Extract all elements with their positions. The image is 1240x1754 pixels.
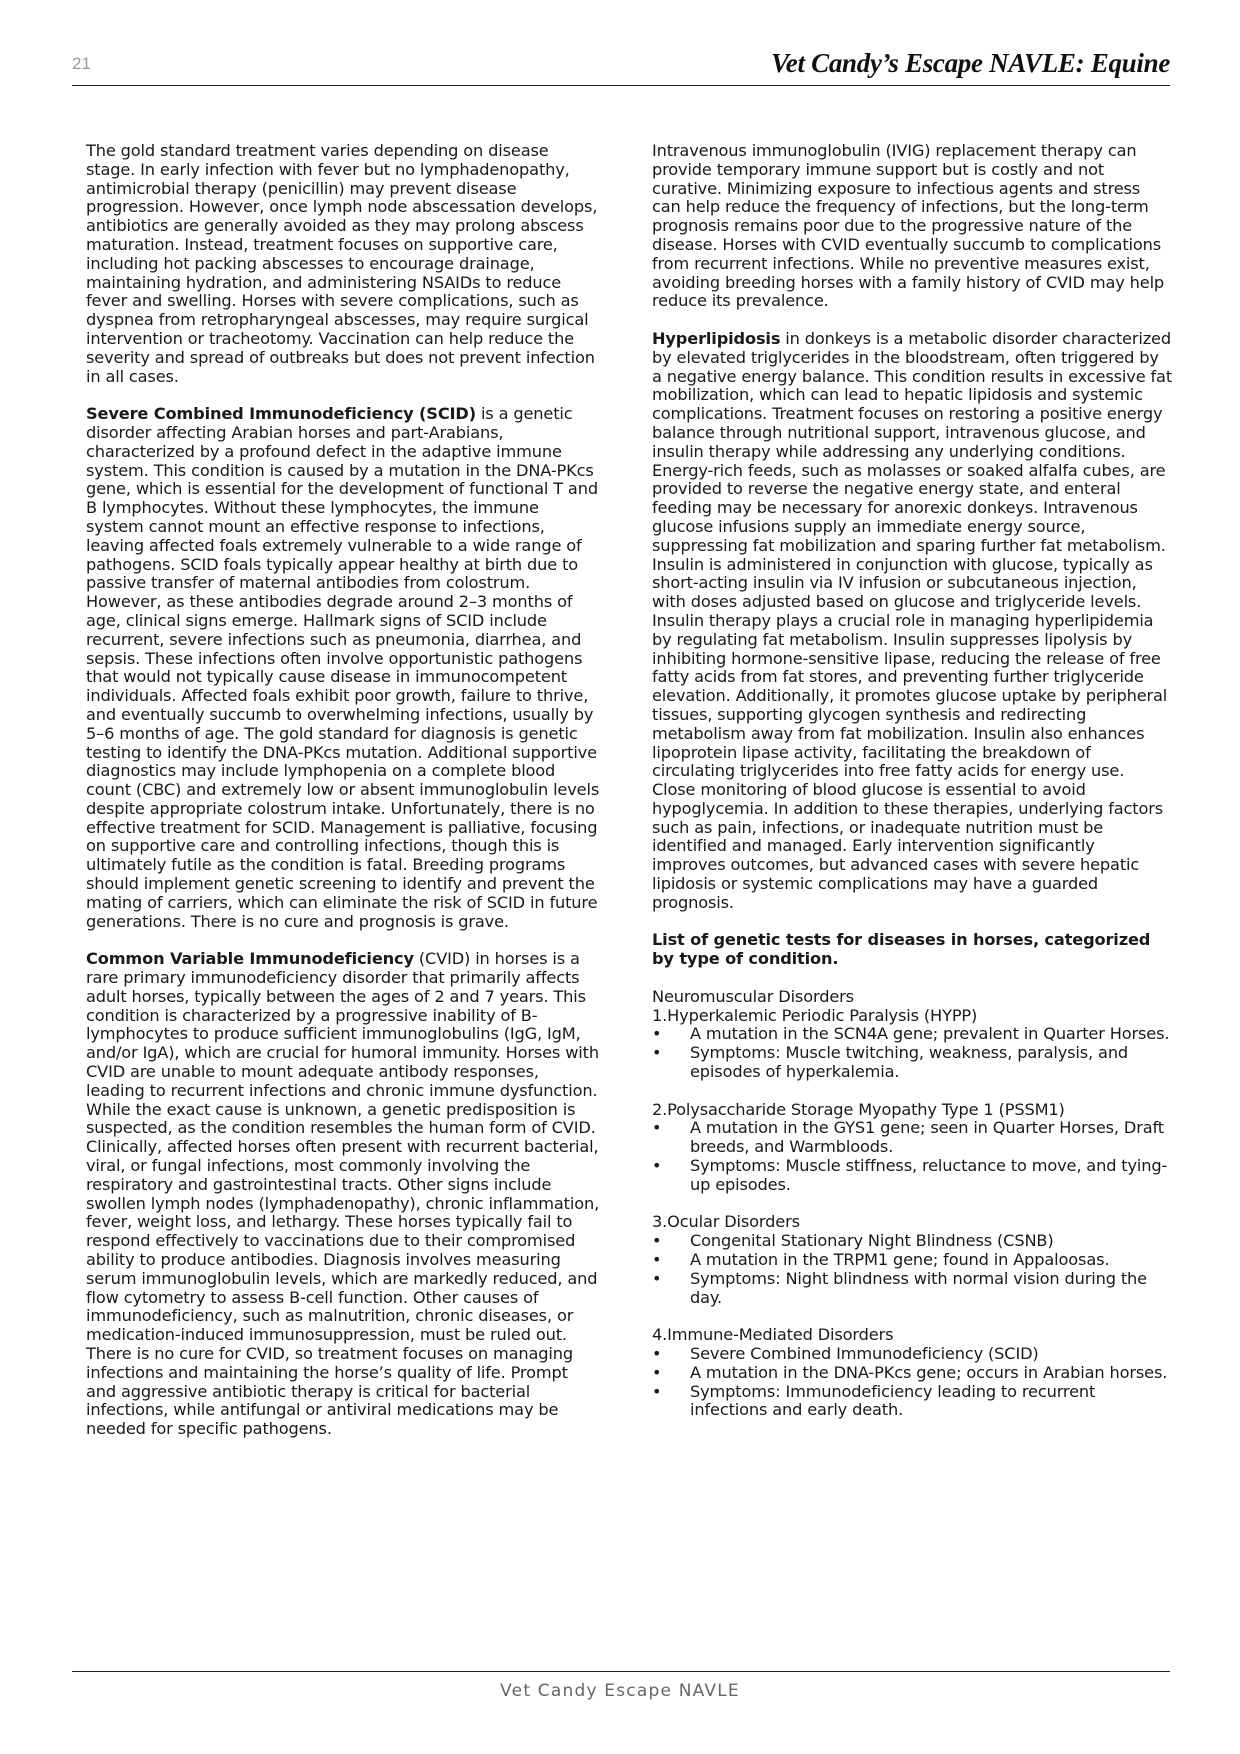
list-item: [652, 1232, 1172, 1251]
right-column: [652, 142, 1172, 1439]
footer-rule: [72, 1671, 1170, 1672]
list-item: [652, 1270, 1172, 1308]
list-item: [652, 1345, 1172, 1364]
bullet-icon: •: [652, 1268, 662, 1288]
list-item-text: Symptoms: Night blindness with normal vision during the day.: [690, 1268, 1147, 1307]
genetic-tests-list: [652, 988, 1172, 1420]
list-item-text: A mutation in the SCN4A gene; prevalent in Quarter Horses.: [690, 1024, 1170, 1044]
cvid-continued-paragraph: Intravenous immunoglobulin (IVIG) replacement therapy can provide temporary immune support but is costly and not curative. Minimizing exposure to infectious agents and stress can help reduce the frequency of infections, but the long-term prognosis remains poor due to the progressive nature of the disease. Horses with CVID eventually succumb to complications from recurrent infections. While no preventive measures exist, avoiding breeding horses with a family history of CVID may help reduce its prevalence.: [652, 141, 1165, 311]
footer-text: Vet Candy Escape NAVLE: [500, 1681, 740, 1701]
list-item: [652, 1383, 1172, 1421]
bullet-icon: •: [652, 1381, 662, 1401]
genetic-test-group: [652, 1007, 1172, 1082]
list-item-text: Congenital Stationary Night Blindness (CSNB): [690, 1231, 1054, 1251]
bullet-icon: •: [652, 1250, 662, 1270]
genetic-test-bullets: [652, 1119, 1172, 1194]
genetic-test-bullets: [652, 1345, 1172, 1420]
cvid-term: Common Variable Immunodeficiency: [86, 949, 414, 969]
list-item: [652, 1364, 1172, 1383]
hyperlipidosis-paragraph: [652, 330, 1172, 913]
list-item-text: Severe Combined Immunodeficiency (SCID): [690, 1344, 1039, 1363]
bullet-icon: •: [652, 1231, 662, 1251]
scid-text: is a genetic disorder affecting Arabian horses and part-Arabians, characterized by a profound defect in the adaptive immune system. This condition is caused by a mutation in the DNA-PKcs gene, which is essential for the development of functional T and B lymphocytes. Without these lymphocytes, the immune system cannot mount an effective response to infections, leaving affected foals extremely vulnerable to a wide range of pathogens. SCID foals typically appear healthy at birth due to passive transfer of maternal antibodies from colostrum. However, as these antibodies degrade around 2–3 months of age, clinical signs emerge. Hallmark signs of SCID include recurrent, severe infections such as pneumonia, diarrhea, and sepsis. These infections often involve opportunistic pathogens that would not typically cause disease in immunocompetent individuals. Affected foals exhibit poor growth, failure to thrive, and eventually succumb to overwhelming infections, usually by 5–6 months of age. The gold standard for diagnosis is genetic testing to identify the DNA-PKcs mutation. Additional supportive diagnostics may include lymphopenia on a complete blood count (CBC) and extremely low or absent immunoglobulin levels despite appropriate colostrum intake. Unfortunately, there is no effective treatment for SCID. Management is palliative, focusing on supportive care and controlling infections, though this is ultimately futile as the condition is fatal. Breeding programs should implement genetic screening to identify and prevent the mating of carriers, which can eliminate the risk of SCID in future generations. There is no cure and prognosis is grave.: [86, 404, 600, 931]
list-item-text: Symptoms: Muscle twitching, weakness, paralysis, and episodes of hyperkalemia.: [690, 1043, 1129, 1082]
list-item: [652, 1157, 1172, 1195]
list-item: [652, 1119, 1172, 1157]
bullet-icon: •: [652, 1156, 662, 1176]
genetic-test-group-label: 3.Ocular Disorders: [652, 1212, 800, 1232]
list-item: [652, 1025, 1172, 1044]
scid-paragraph: [86, 405, 600, 931]
cvid-paragraph: [86, 950, 600, 1345]
genetic-test-group: [652, 1101, 1172, 1195]
list-item-text: A mutation in the DNA-PKcs gene; occurs in Arabian horses.: [690, 1362, 1168, 1382]
list-item-text: Symptoms: Muscle stiffness, reluctance to move, and tying-up episodes.: [690, 1156, 1168, 1194]
list-item-text: Symptoms: Immunodeficiency leading to recurrent infections and early death.: [690, 1381, 1096, 1420]
bullet-icon: •: [652, 1043, 662, 1063]
cvid-text: (CVID) in horses is a rare primary immunodeficiency disorder that primarily affects adult horses, typically between the ages of 2 and 7 years. This condition is characterized by a progressive inability of B-lymphocytes to produce sufficient immunoglobulins (IgG, IgM, and/or IgA), which are crucial for humoral immunity. Horses with CVID are unable to mount adequate antibody responses, leading to recurrent infections and chronic immune dysfunction. While the exact cause is unknown, a genetic predisposition is suspected, as the condition resembles the human form of CVID. Clinically, affected horses often present with recurrent bacterial, viral, or fungal infections, most commonly involving the respiratory and gastrointestinal tracts. Other signs include swollen lymph nodes (lymphadenopathy), chronic inflammation, fever, weight loss, and lethargy. These horses typically fail to respond effectively to vaccinations due to their compromised ability to produce antibodies. Diagnosis involves measuring serum immunoglobulin levels, which are markedly reduced, and flow cytometry to assess B-cell function. Other causes of immunodeficiency, such as malnutrition, chronic diseases, or medication-induced immunosuppression, must be ruled out.: [86, 949, 600, 1345]
bullet-icon: •: [652, 1024, 662, 1044]
running-title: Vet Candy’s Escape NAVLE: Equine: [771, 48, 1170, 78]
list-item: [652, 1044, 1172, 1082]
genetic-tests-section-label: Neuromuscular Disorders: [652, 986, 854, 1006]
bullet-icon: •: [652, 1362, 662, 1382]
genetic-test-bullets: [652, 1232, 1172, 1307]
genetic-test-group-label: 4.Immune-Mediated Disorders: [652, 1325, 894, 1345]
genetic-tests-heading: List of genetic tests for diseases in horses, categorized by type of condition.: [652, 930, 1151, 969]
scid-term: Severe Combined Immunodeficiency (SCID): [86, 404, 476, 424]
list-item-text: A mutation in the TRPM1 gene; found in Appaloosas.: [690, 1250, 1110, 1270]
strangles-treatment-paragraph: The gold standard treatment varies depending on disease stage. In early infection with fever but no lymphadenopathy, antimicrobial therapy (penicillin) may prevent disease progression. However, once lymph node abscessation develops, antibiotics are generally avoided as they may prolong abscess maturation. Instead, treatment focuses on supportive care, including hot packing abscesses to encourage drainage, maintaining hydration, and administering NSAIDs to reduce fever and swelling. Horses with severe complications, such as dyspnea from retropharyngeal abscesses, may require surgical intervention or tracheotomy. Vaccination can help reduce the severity and spread of outbreaks but does not prevent infection in all cases.: [86, 141, 598, 386]
genetic-test-group-label: 1.Hyperkalemic Periodic Paralysis (HYPP): [652, 1005, 978, 1025]
list-item: [652, 1251, 1172, 1270]
header-rule: [72, 85, 1170, 86]
genetic-test-group: [652, 1213, 1172, 1307]
hyperlipidosis-text: in donkeys is a metabolic disorder characterized by elevated triglycerides in the bloodstream, often triggered by a negative energy balance. This condition results in excessive fat mobilization, which can lead to hepatic lipidosis and systemic complications. Treatment focuses on restoring a positive energy balance through nutritional support, intravenous glucose, and insulin therapy while addressing any underlying conditions. Energy-rich feeds, such as molasses or soaked alfalfa cubes, are provided to reverse the negative energy state, and enteral feeding may be necessary for anorexic donkeys. Intravenous glucose infusions supply an immediate energy source, suppressing fat mobilization and sparing further fat metabolism. Insulin is administered in conjunction with glucose, typically as short-acting insulin via IV infusion or subcutaneous injection, with doses adjusted based on glucose and triglyceride levels. Insulin therapy plays a crucial role in managing hyperlipidemia by regulating fat metabolism. Insulin suppresses lipolysis by inhibiting hormone-sensitive lipase, reducing the release of free fatty acids from fat stores, and preventing further triglyceride elevation. Additionally, it promotes glucose uptake by peripheral tissues, supporting glycogen synthesis and redirecting metabolism away from fat mobilization. Insulin also enhances lipoprotein lipase activity, facilitating the breakdown of circulating triglycerides into free fatty acids for energy use. Close monitoring of blood glucose is essential to avoid hypoglycemia. In addition to these therapies, underlying factors such as pain, infections, or inadequate nutrition must be identified and managed. Early intervention significantly improves outcomes, but advanced cases with severe hepatic lipidosis or systemic complications may have a guarded prognosis.: [652, 328, 1173, 912]
page-number: 21: [72, 54, 91, 73]
genetic-test-group: [652, 1326, 1172, 1420]
list-item-text: A mutation in the GYS1 gene; seen in Quarter Horses, Draft breeds, and Warmbloods.: [690, 1118, 1164, 1157]
hyperlipidosis-term: Hyperlipidosis: [652, 328, 781, 348]
bullet-icon: •: [652, 1118, 662, 1138]
genetic-test-group-label: 2.Polysaccharide Storage Myopathy Type 1 (PSSM1): [652, 1099, 1065, 1119]
genetic-test-bullets: [652, 1025, 1172, 1081]
cvid-treatment-paragraph: There is no cure for CVID, so treatment focuses on managing infections and maintaining the horse’s quality of life. Prompt and aggressive antibiotic therapy is critical for bacterial infections, while antifungal or antiviral medications may be needed for specific pathogens.: [86, 1344, 573, 1439]
left-column: [86, 142, 600, 1439]
bullet-icon: •: [652, 1344, 662, 1363]
